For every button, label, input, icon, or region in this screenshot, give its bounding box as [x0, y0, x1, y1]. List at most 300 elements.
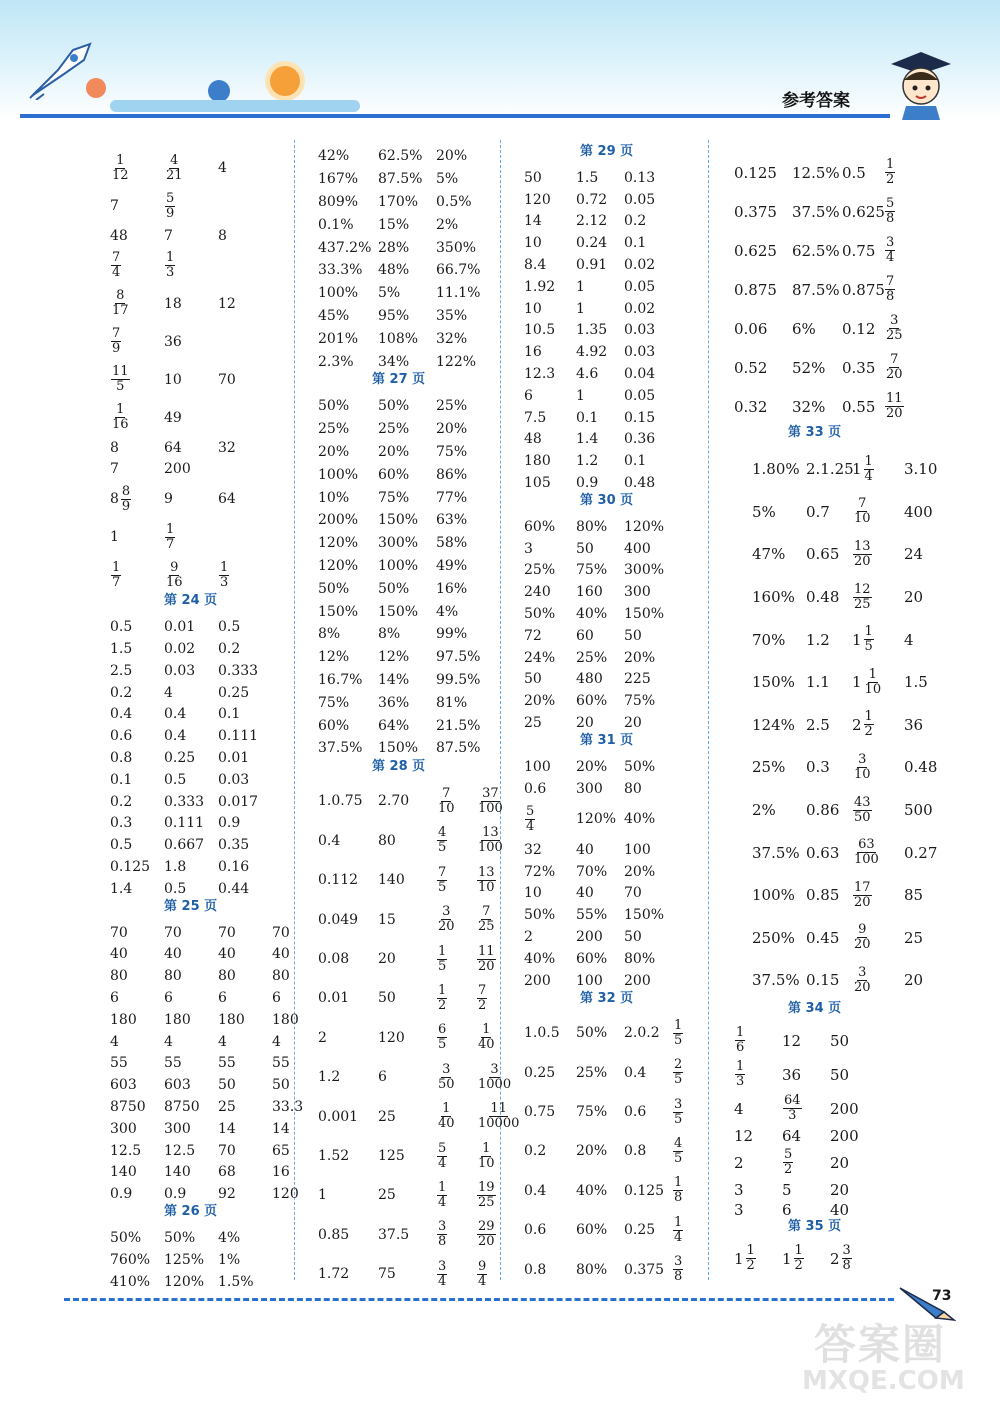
- answer-cell: 50%: [524, 606, 556, 623]
- fraction: [437, 984, 447, 1013]
- answer-cell: [164, 519, 176, 555]
- fraction-numerator: 3: [438, 1219, 447, 1235]
- answer-cell: 33.3: [272, 1099, 304, 1116]
- answer-cell: 8%: [378, 626, 401, 643]
- fraction: [853, 966, 872, 995]
- mixed-number-whole: 1: [782, 1249, 792, 1268]
- answer-cell: 8.4: [524, 257, 547, 274]
- answer-cell: 99.5%: [436, 671, 481, 688]
- answer-cell: 40: [218, 946, 236, 963]
- fraction: [437, 866, 447, 895]
- answer-cell: [476, 1216, 497, 1253]
- answer-cell: 60: [576, 627, 594, 644]
- answer-cell: 40: [272, 946, 290, 963]
- fraction-denominator: 5: [674, 1072, 683, 1088]
- answer-cell: 55: [164, 1055, 182, 1072]
- answer-cell: 10: [524, 885, 542, 902]
- answer-cell: 0.4: [110, 706, 133, 723]
- answer-cell: 80: [164, 968, 182, 985]
- fraction-numerator: 7: [442, 785, 451, 801]
- answer-cell: 80%: [624, 950, 656, 967]
- answer-cell: 20: [830, 1153, 850, 1172]
- answer-cell: 95%: [378, 307, 410, 324]
- fraction-denominator: 40: [478, 1037, 495, 1053]
- fraction: [885, 314, 904, 343]
- fraction-denominator: 10: [854, 511, 871, 527]
- fraction-numerator: 9: [478, 1258, 487, 1274]
- answer-cell: 8750: [164, 1099, 200, 1116]
- fraction-numerator: 1: [736, 1059, 745, 1075]
- answer-cell: 0.4: [164, 706, 187, 723]
- fraction-numerator: 5: [526, 803, 535, 819]
- mixed-number-whole: 1: [734, 1249, 744, 1268]
- fraction: [783, 1148, 793, 1177]
- answer-cell: 100: [624, 841, 651, 858]
- fraction-denominator: 20: [854, 937, 871, 953]
- mixed-number-whole: 8: [110, 491, 119, 508]
- answer-cell: 68: [218, 1164, 236, 1181]
- answer-cell: 20: [830, 1180, 850, 1199]
- fraction-numerator: 4: [170, 152, 179, 168]
- answer-cell: 809%: [318, 193, 359, 210]
- answer-cell: 0.2: [624, 213, 647, 230]
- fraction: [437, 1260, 447, 1289]
- answer-cell: 0.3: [110, 815, 133, 832]
- fraction: [735, 1026, 745, 1055]
- mixed-number-whole: 2: [852, 715, 862, 734]
- answer-cell: [436, 862, 448, 899]
- answer-cell: 48: [524, 431, 542, 448]
- fraction: [477, 1023, 496, 1052]
- answer-cell: [164, 188, 176, 224]
- answer-cell: [436, 940, 448, 977]
- answer-cell: 70: [272, 924, 290, 941]
- answer-cell: 40: [576, 885, 594, 902]
- fraction-numerator: 2: [674, 1057, 683, 1073]
- answer-cell: 0.02: [624, 257, 656, 274]
- fraction: [864, 455, 874, 484]
- fraction: [165, 192, 175, 221]
- answer-cell: 40: [830, 1200, 850, 1219]
- fraction-numerator: 5: [886, 196, 895, 211]
- fraction: [794, 1244, 804, 1273]
- fraction: [885, 392, 904, 421]
- fraction-numerator: 13: [854, 538, 871, 554]
- fraction-denominator: 25: [478, 919, 495, 935]
- answer-cell: 0.03: [624, 344, 656, 361]
- answer-cell: 1.4: [110, 880, 133, 897]
- fraction: [437, 826, 447, 855]
- answer-cell: 120: [378, 1029, 405, 1046]
- answer-cell: 64: [164, 439, 182, 456]
- answer-cell: 32: [524, 841, 542, 858]
- answer-cell: [476, 1137, 497, 1174]
- answer-cell: 50: [218, 1077, 236, 1094]
- answer-cell: 0.7: [806, 502, 830, 521]
- answer-cell: 40: [164, 946, 182, 963]
- answer-cell: 50%: [110, 1230, 142, 1247]
- fraction-denominator: 16: [166, 574, 183, 590]
- answer-cell: 1%: [218, 1251, 241, 1268]
- answer-cell: 20: [624, 715, 642, 732]
- answer-cell: 100%: [378, 557, 419, 574]
- fraction-denominator: 20: [478, 958, 495, 974]
- fraction: [864, 668, 883, 697]
- answer-cell: 180: [110, 1011, 137, 1028]
- fraction-denominator: 25: [854, 596, 871, 612]
- fraction: [437, 1063, 456, 1092]
- fraction-numerator: 13: [482, 825, 499, 841]
- answer-cell: [436, 1177, 448, 1214]
- answer-cell: [476, 901, 497, 938]
- fraction-denominator: 16: [112, 417, 129, 433]
- answer-cell: 240: [524, 584, 551, 601]
- fraction-numerator: 1: [746, 1243, 755, 1259]
- answer-cell: 437.2%: [318, 239, 372, 256]
- answer-cell: 100: [576, 972, 603, 989]
- answer-cell: [110, 150, 131, 186]
- fraction: [165, 154, 184, 183]
- answer-cell: [672, 1015, 684, 1052]
- answer-cell: [672, 1251, 684, 1288]
- answer-cell: 7: [110, 198, 119, 214]
- answer-cell: 3: [734, 1200, 744, 1219]
- answer-cell: [110, 248, 122, 284]
- answer-cell: 1: [576, 387, 585, 404]
- answer-cell: 92: [218, 1186, 236, 1203]
- answer-cell: 50: [524, 169, 542, 186]
- answer-cell: 4: [218, 160, 227, 176]
- answer-cell: 0.63: [806, 843, 840, 862]
- answer-cell: 0.4: [524, 1182, 547, 1199]
- fraction: [165, 561, 184, 590]
- fraction-numerator: 1: [220, 559, 229, 575]
- answer-cell: [672, 1093, 684, 1130]
- answer-cell: 4.92: [576, 344, 608, 361]
- fraction-numerator: 1: [438, 943, 447, 959]
- answer-cell: 50%: [378, 580, 410, 597]
- answer-cell: 410%: [110, 1273, 151, 1290]
- fraction-numerator: 1: [674, 1175, 683, 1191]
- fraction: [864, 625, 874, 654]
- answer-cell: 15: [378, 911, 396, 928]
- fraction-numerator: 3: [842, 1243, 851, 1259]
- fraction: [735, 1060, 745, 1089]
- fraction-denominator: 1000: [478, 1076, 512, 1092]
- answer-cell: 40%: [624, 811, 656, 828]
- answer-cell: 120%: [164, 1273, 205, 1290]
- answer-cell: [110, 286, 131, 322]
- fraction: [165, 251, 175, 280]
- answer-cell: 50%: [318, 398, 350, 415]
- answer-cell: 65: [272, 1142, 290, 1159]
- answer-cell: 0.333: [218, 662, 259, 679]
- answer-cell: 0.01: [318, 990, 350, 1007]
- answer-cell: [476, 1059, 513, 1096]
- answer-cell: [852, 960, 873, 1001]
- answer-cell: 15%: [378, 216, 410, 233]
- answer-cell: 300%: [378, 535, 419, 552]
- answer-cell: [164, 150, 185, 186]
- answer-cell: 350%: [436, 239, 477, 256]
- answer-cell: 167%: [318, 171, 359, 188]
- answer-cell: 122%: [436, 353, 477, 370]
- answer-cell: 140: [164, 1164, 191, 1181]
- fraction-numerator: 1: [166, 250, 175, 266]
- fraction-numerator: 1: [116, 152, 125, 168]
- answer-cell: 4%: [218, 1230, 241, 1247]
- fraction-numerator: 43: [854, 794, 871, 810]
- answer-cell: 4: [218, 1033, 227, 1050]
- answer-cell: 50: [830, 1065, 850, 1084]
- answer-cell: [476, 1177, 497, 1214]
- answer-cell: 200%: [318, 512, 359, 529]
- answer-cell: 225: [624, 671, 651, 688]
- fraction: [437, 1181, 447, 1210]
- answer-cell: [476, 783, 505, 820]
- fraction-denominator: 8: [674, 1190, 683, 1206]
- fraction-denominator: 7: [166, 536, 175, 552]
- fraction: [477, 866, 496, 895]
- answer-cell: 1.0.5: [524, 1025, 560, 1042]
- answer-cell: 0.03: [164, 662, 196, 679]
- answer-cell: [110, 362, 131, 398]
- answer-cell: 0.86: [806, 801, 840, 820]
- answer-cell: 200: [624, 972, 651, 989]
- answer-cell: 0.65: [806, 545, 840, 564]
- answer-cell: 1.8: [164, 859, 187, 876]
- answer-cell: 1.5: [110, 641, 133, 658]
- answer-cell: 7.5: [524, 409, 547, 426]
- answer-cell: [852, 492, 873, 533]
- answer-cell: [852, 534, 873, 575]
- answer-cell: [164, 248, 176, 284]
- answer-cell: 50: [378, 990, 396, 1007]
- answer-cell: 80: [272, 968, 290, 985]
- answer-cell: 0.4: [164, 728, 187, 745]
- answer-cell: 47%: [752, 545, 786, 564]
- fraction-denominator: 10: [864, 681, 882, 697]
- answer-cell: 10: [164, 371, 182, 388]
- answer-cell: 12.3: [524, 366, 556, 383]
- answer-cell: 0.8: [524, 1261, 547, 1278]
- fraction: [111, 561, 121, 590]
- answer-cell: 0.625: [842, 202, 885, 221]
- fraction-denominator: 4: [112, 265, 121, 281]
- answer-cell: 45%: [318, 307, 350, 324]
- answer-cell: [884, 271, 896, 308]
- fraction: [673, 1137, 683, 1166]
- answer-cell: 0.4: [624, 1064, 647, 1081]
- answer-cell: 1.2: [806, 630, 830, 649]
- answer-cell: 55: [218, 1055, 236, 1072]
- answer-cell: 0.2: [524, 1143, 547, 1160]
- answer-cell: 50: [830, 1031, 850, 1050]
- answer-cell: 5%: [436, 171, 459, 188]
- fraction: [437, 905, 456, 934]
- fraction: [477, 945, 496, 974]
- fraction: [219, 561, 229, 590]
- fraction: [853, 881, 872, 910]
- answer-cell: 0.125: [734, 163, 777, 182]
- answer-cell: 0.375: [734, 202, 777, 221]
- fraction: [885, 236, 895, 265]
- fraction-numerator: 1: [442, 1101, 451, 1117]
- fraction: [853, 796, 872, 825]
- answer-cell: 20%: [378, 443, 410, 460]
- fraction-denominator: 4: [438, 1194, 447, 1210]
- answer-cell: 0.333: [164, 793, 205, 810]
- answer-cell: 0.45: [806, 928, 840, 947]
- answer-cell: 0.875: [734, 280, 777, 299]
- answer-cell: [672, 1212, 684, 1249]
- answer-cell: [884, 193, 896, 230]
- answer-cell: 12: [782, 1031, 802, 1050]
- answer-cell: 125%: [164, 1251, 205, 1268]
- fraction-numerator: 1: [886, 157, 895, 172]
- fraction-denominator: 2: [886, 172, 895, 187]
- fraction-numerator: 11: [478, 943, 495, 959]
- answer-cell: 160: [576, 584, 603, 601]
- fraction-denominator: 5: [438, 958, 447, 974]
- answer-cell: 170%: [378, 193, 419, 210]
- answer-cell: 50: [624, 627, 642, 644]
- answer-cell: 300: [624, 584, 651, 601]
- answer-cell: 32%: [436, 330, 468, 347]
- answer-cell: 10: [524, 300, 542, 317]
- answer-cell: 200: [524, 972, 551, 989]
- answer-cell: 0.02: [164, 641, 196, 658]
- answer-cell: 201%: [318, 330, 359, 347]
- answer-cell: 180: [524, 453, 551, 470]
- fraction-numerator: 13: [478, 864, 495, 880]
- answer-cell: 4%: [436, 603, 459, 620]
- answer-cell: 2: [734, 1153, 744, 1172]
- fraction-denominator: 21: [166, 167, 183, 183]
- answer-cell: 1: [576, 278, 585, 295]
- fraction: [437, 1102, 456, 1131]
- answer-cell: 0.13: [624, 169, 656, 186]
- answer-cell: 70%: [752, 630, 786, 649]
- answer-cell: 20%: [624, 863, 656, 880]
- answer-cell: 25%: [524, 562, 556, 579]
- answer-cell: 0.375: [624, 1261, 665, 1278]
- answer-cell: 0.35: [218, 837, 250, 854]
- watermark: 答案圈: [814, 1320, 947, 1369]
- answer-cell: 0.03: [624, 322, 656, 339]
- answer-cell: 32%: [792, 397, 826, 416]
- answer-cell: 120%: [624, 518, 665, 535]
- answer-cell: [734, 1243, 757, 1275]
- fraction-numerator: 1: [482, 1140, 491, 1156]
- fraction-numerator: 3: [442, 1061, 451, 1077]
- mixed-number-whole: 1: [852, 630, 862, 649]
- answer-cell: 0.8: [110, 750, 133, 767]
- answer-cell: 18: [164, 295, 182, 312]
- answer-cell: 0.01: [218, 750, 250, 767]
- fraction-numerator: 3: [442, 904, 451, 920]
- answer-cell: [734, 1059, 746, 1091]
- answer-cell: [436, 1019, 448, 1056]
- answer-cell: 70: [218, 924, 236, 941]
- fraction-denominator: 2: [438, 997, 447, 1013]
- fraction-numerator: 29: [478, 1219, 495, 1235]
- page-title: 参考答案: [782, 91, 850, 111]
- answer-cell: 180: [164, 1011, 191, 1028]
- answer-cell: 36: [904, 715, 924, 734]
- answer-cell: 0.91: [576, 257, 608, 274]
- answer-cell: 300: [110, 1120, 137, 1137]
- answer-cell: 0.9: [164, 1186, 187, 1203]
- answer-cell: 1.4: [576, 431, 599, 448]
- answer-cell: 0.08: [318, 951, 350, 968]
- answer-cell: 80%: [576, 518, 608, 535]
- fraction: [853, 838, 880, 867]
- answer-cell: [436, 1216, 448, 1253]
- fraction-denominator: 10: [438, 800, 455, 816]
- answer-cell: 63%: [436, 512, 468, 529]
- answer-cell: 14: [272, 1120, 290, 1137]
- fraction-denominator: 9: [166, 205, 175, 221]
- answer-cell: 14: [524, 213, 542, 230]
- fraction: [885, 158, 895, 187]
- answer-cell: 25%: [318, 421, 350, 438]
- answer-cell: 120: [524, 191, 551, 208]
- answer-cell: 0.9: [576, 475, 599, 492]
- answer-cell: 5: [782, 1180, 792, 1199]
- answer-cell: 20%: [576, 758, 608, 775]
- answer-cell: 0.5: [164, 771, 187, 788]
- answer-cell: 70: [218, 371, 236, 388]
- answer-cell: 2.5: [110, 662, 133, 679]
- answer-cell: 100: [524, 758, 551, 775]
- answer-cell: 62.5%: [792, 241, 840, 260]
- answer-cell: 0.05: [624, 387, 656, 404]
- answer-cell: 7: [164, 227, 173, 244]
- answer-cell: [884, 232, 896, 269]
- fraction-numerator: 19: [478, 1179, 495, 1195]
- fraction: [437, 787, 456, 816]
- fraction: [853, 923, 872, 952]
- answer-cell: 150%: [378, 740, 419, 757]
- answer-cell: 0.875: [842, 280, 885, 299]
- fraction-denominator: 3: [166, 265, 175, 281]
- answer-cell: [476, 940, 497, 977]
- fraction-numerator: 7: [886, 274, 895, 289]
- answer-cell: 2.70: [378, 793, 410, 810]
- answer-cell: 70: [164, 924, 182, 941]
- answer-cell: [110, 324, 122, 360]
- answer-cell: 10%: [318, 489, 350, 506]
- answer-cell: [734, 1025, 746, 1057]
- answer-cell: [164, 557, 185, 593]
- fraction-numerator: 1: [116, 402, 125, 418]
- answer-cell: 60%: [576, 950, 608, 967]
- answer-cell: 25%: [576, 649, 608, 666]
- answer-cell: 1: [318, 1187, 327, 1204]
- answer-cell: 64%: [378, 717, 410, 734]
- answer-cell: 0.25: [164, 750, 196, 767]
- answer-cell: 80: [378, 832, 396, 849]
- answer-cell: 37.5%: [752, 843, 800, 862]
- answer-cell: 0.8: [624, 1143, 647, 1160]
- fraction: [165, 523, 175, 552]
- answer-cell: 200: [830, 1099, 859, 1118]
- answer-cell: 4: [164, 684, 173, 701]
- answer-cell: 37.5%: [752, 971, 800, 990]
- fraction-numerator: 1: [438, 1179, 447, 1195]
- answer-cell: 70: [624, 885, 642, 902]
